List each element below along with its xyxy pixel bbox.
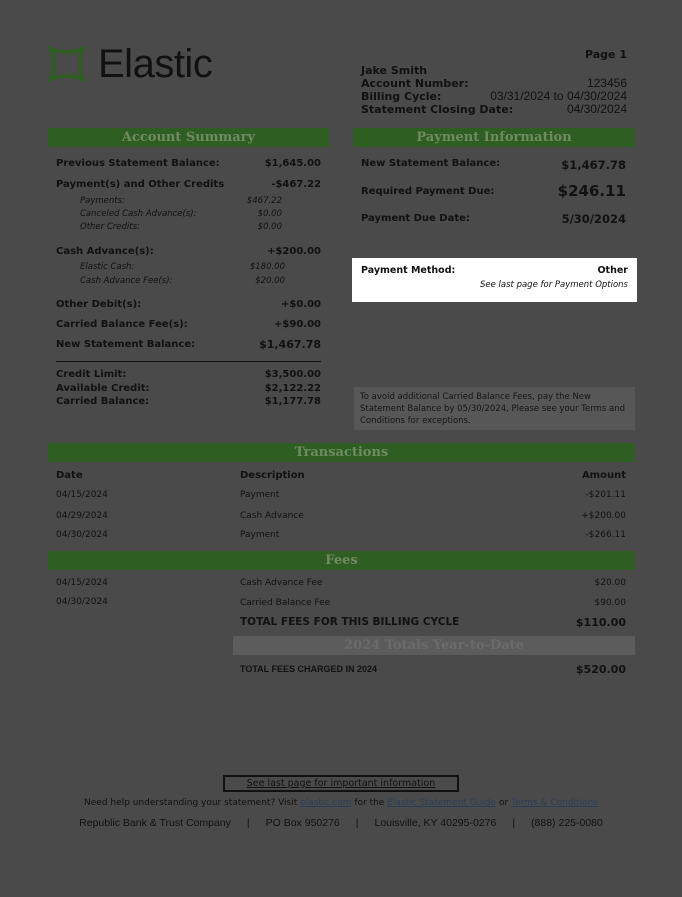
brand-name: Elastic	[98, 42, 213, 86]
statement-header	[361, 48, 627, 116]
canceled-cash-label: Canceled Cash Advance(s):	[80, 209, 197, 219]
col-date: Date	[56, 470, 83, 481]
account-label: Account Number:	[361, 77, 469, 90]
customer-name: Jake Smith	[361, 64, 428, 77]
payments-sub-value: $467.22	[246, 196, 282, 206]
required-payment-label: Required Payment Due:	[361, 186, 495, 197]
closing-value: 04/30/2024	[566, 102, 627, 116]
payments-sub-label: Payments:	[80, 196, 125, 206]
total-fees-cycle-label: TOTAL FEES FOR THIS BILLING CYCLE	[240, 616, 460, 628]
help-prefix: Need help understanding your statement? Visit	[84, 798, 298, 808]
help-for-the: for the	[354, 798, 385, 808]
txn-desc: Payment	[240, 490, 280, 500]
txn-desc: Cash Advance	[240, 511, 304, 521]
statement-guide-link[interactable]: Elastic Statement Guide	[387, 798, 497, 808]
phone-number: (888) 225-0080	[531, 817, 603, 829]
fees-band: Fees	[48, 551, 635, 570]
txn-amount: +$200.00	[581, 511, 626, 521]
txn-date: 04/29/2024	[56, 511, 108, 521]
separator: |	[246, 817, 250, 829]
summary-divider	[56, 361, 321, 362]
payment-method-box	[352, 258, 637, 302]
payments-credits-label: Payment(s) and Other Credits	[56, 179, 225, 190]
ytd-fees-label: TOTAL FEES CHARGED IN 2024	[240, 664, 378, 674]
available-credit-value: $2,122.22	[264, 383, 321, 394]
due-date-label: Payment Due Date:	[361, 213, 470, 224]
available-credit-label: Available Credit:	[56, 383, 150, 394]
carried-balance-value: $1,177.78	[264, 396, 321, 407]
cash-fee-label: Cash Advance Fee(s):	[80, 276, 173, 286]
credit-limit-label: Credit Limit:	[56, 369, 127, 380]
cash-advance-label: Cash Advance(s):	[56, 246, 154, 257]
help-or: or	[498, 798, 509, 808]
elastic-cash-value: $180.00	[249, 262, 285, 272]
fee-amount: $20.00	[594, 578, 626, 588]
txn-desc: Payment	[240, 530, 280, 540]
txn-date: 04/15/2024	[56, 490, 108, 500]
transactions-band: Transactions	[48, 443, 635, 462]
brand-logo	[48, 44, 212, 84]
payment-method-value: Other	[597, 265, 628, 276]
credit-limit-value: $3,500.00	[264, 369, 321, 380]
terms-link[interactable]: Terms & Conditions	[511, 798, 598, 808]
po-box: PO Box 950276	[265, 817, 340, 829]
other-credits-label: Other Credits:	[80, 222, 140, 232]
required-payment-value: $246.11	[557, 182, 626, 200]
bank-address	[0, 817, 682, 829]
bank-name: Republic Bank & Trust Company	[79, 817, 231, 829]
summary-new-balance-value: $1,467.78	[259, 338, 321, 351]
closing-label: Statement Closing Date:	[361, 103, 514, 116]
fee-date: 04/30/2024	[56, 597, 108, 607]
txn-date: 04/30/2024	[56, 530, 108, 540]
important-info-link[interactable]: See last page for important information	[223, 775, 459, 792]
pay-new-balance-label: New Statement Balance:	[361, 158, 501, 169]
payment-info-band: Payment Information	[353, 128, 635, 147]
cycle-label: Billing Cycle:	[361, 90, 442, 103]
fee-amount: $90.00	[594, 598, 626, 608]
account-summary-band: Account Summary	[48, 128, 329, 147]
other-debit-label: Other Debit(s):	[56, 299, 142, 310]
payment-options-note: See last page for Payment Options	[479, 280, 628, 290]
payment-method-label: Payment Method:	[361, 265, 456, 276]
separator: |	[512, 817, 516, 829]
elastic-cash-label: Elastic Cash:	[80, 262, 135, 272]
carried-fee-notice: To avoid additional Carried Balance Fees, pay the New Statement Balance by 05/30/2024, Please see your Terms and Conditions for exceptions.	[354, 387, 635, 430]
elastic-logo-icon	[48, 46, 86, 82]
total-fees-cycle-value: $110.00	[575, 616, 626, 629]
ytd-fees-value: $520.00	[575, 663, 626, 676]
account-value: 123456	[586, 76, 627, 90]
col-description: Description	[240, 470, 305, 481]
fee-desc: Carried Balance Fee	[240, 598, 331, 608]
fee-desc: Cash Advance Fee	[240, 578, 323, 588]
elastic-site-link[interactable]: elastic.com	[300, 798, 352, 808]
cash-advance-value: +$200.00	[267, 246, 321, 257]
pay-new-balance-value: $1,467.78	[561, 158, 626, 172]
txn-amount: -$201.11	[585, 490, 626, 500]
cash-fee-value: $20.00	[255, 276, 285, 286]
help-line	[0, 798, 682, 808]
col-amount: Amount	[581, 470, 626, 481]
prev-balance-label: Previous Statement Balance:	[56, 158, 220, 169]
other-credits-value: $0.00	[257, 222, 282, 232]
txn-amount: -$266.11	[585, 530, 626, 540]
cycle-value: 03/31/2024 to 04/30/2024	[490, 89, 627, 103]
payments-credits-value: -$467.22	[271, 179, 321, 190]
prev-balance-value: $1,645.00	[264, 158, 321, 169]
page-number: Page 1	[584, 48, 627, 61]
carried-fee-value: +$90.00	[274, 319, 321, 330]
ytd-band: 2024 Totals Year-to-Date	[233, 636, 635, 655]
other-debit-value: +$0.00	[280, 299, 321, 310]
carried-fee-label: Carried Balance Fee(s):	[56, 319, 188, 330]
due-date-value: 5/30/2024	[561, 212, 626, 226]
separator: |	[355, 817, 359, 829]
city-state: Louisville, KY 40295-0276	[374, 817, 497, 829]
carried-balance-label: Carried Balance:	[56, 396, 150, 407]
fee-date: 04/15/2024	[56, 578, 108, 588]
canceled-cash-value: $0.00	[257, 209, 282, 219]
summary-new-balance-label: New Statement Balance:	[56, 339, 196, 350]
